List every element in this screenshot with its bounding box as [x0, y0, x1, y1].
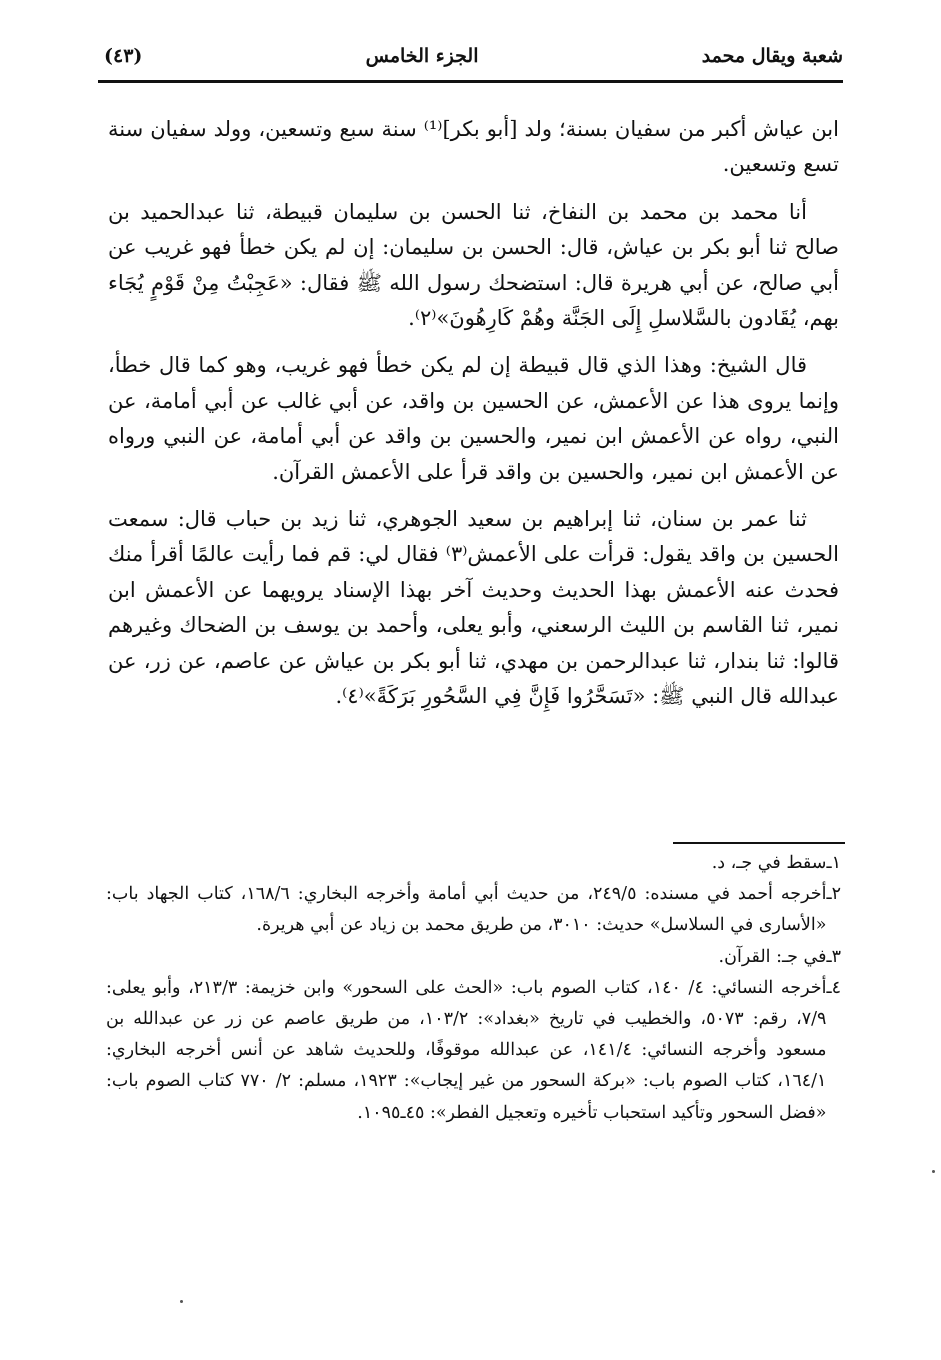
footnote-4: [106, 973, 841, 1129]
footnote-text: في جـ: القرآن.: [718, 946, 827, 967]
paragraph-2: أنا محمد بن محمد بن النفاخ، ثنا الحسن بن سليمان قبيطة، ثنا عبدالحميد بن صالح ثنا أبو بكر بن عياش، قال: الحسن بن سليمان: إن لم يكن خطأ فهو غريب عن أبي صالح، عن أبي هريرة قال: استضحك رسول الله ﷺ فقال: «عَجِبْتُ مِنْ قَوْمٍ يُجَاء بهم، يُقَادون بالسَّلاسلِ إِلَى الجَنَّة وهُمْ كَارِهُونَ»⁽٢⁾.: [108, 199, 839, 331]
book-title: شعبة ويقال محمد: [701, 45, 843, 67]
section-title: الجزء الخامس: [365, 45, 479, 67]
header-rule: [98, 80, 843, 83]
paragraph-1: ابن عياش أكبر من سفيان بسنة؛ ولد [أبو بكر]⁽¹⁾ سنة سبع وتسعين، وولد سفيان سنة تسع وتسعين.: [108, 117, 839, 177]
footnote-text: أخرجه النسائي: ٤/ ١٤٠، كتاب الصوم باب: «الحث على السحور» وابن خزيمة: ٢١٣/٣، وأبو يعلى: ٧/٩، رقم: ٥٠٧٣، والخطيب في تاريخ «بغداد»: ١٠٣/٢، من طريق عاصم عن زر عن عبدالله بن مسعود وأخرجه النسائي: ١٤١/٤، عن عبدالله موقوفًا، وللحديث شاهد عن أنس أخرجه البخاري: ١٦٤/١، كتاب الصوم باب: «بركة السحور من غير إيجاب»: ١٩٢٣، مسلم: ٢/ ٧٧٠ كتاب الصوم باب: «فضل السحور وتأكيد استحباب تأخيره وتعجيل الفطر»: ٤٥ـ١٠٩٥.: [106, 977, 827, 1123]
footnote-text: سقط في جـ، د.: [711, 853, 827, 873]
running-header: [104, 40, 843, 72]
footnote-number: ٤ـ: [826, 977, 841, 998]
footnotes: [106, 848, 841, 1129]
footnote-text: أخرجه أحمد في مسنده: ٢٤٩/٥، من حديث أبي أمامة وأخرجه البخاري: ١٦٨/٦، كتاب الجهاد باب: «الأسارى في السلاسل» حديث: ٣٠١٠، من طريق محمد بن زياد عن أبي هريرة.: [106, 884, 827, 936]
footnote-3: [106, 942, 841, 973]
paragraph-3: قال الشيخ: وهذا الذي قال قبيطة إن لم يكن خطأ فهو غريب، وهو كما قال خطأ، وإنما يروى هذا عن الأعمش، عن الحسين بن واقد، عن أبي غالب عن أبي أمامة، عن النبي، رواه عن الأعمش ابن نمير، والحسين بن واقد عن أبي أمامة، عن النبي ورواه عن الأعمش ابن نمير، والحسين بن واقد قرأ على الأعمش القرآن.: [108, 353, 839, 484]
footnote-1: [106, 848, 841, 879]
scan-speck: [932, 1170, 935, 1173]
footnote-2: [106, 879, 841, 941]
scan-speck: [180, 1300, 183, 1303]
footnote-rule: [673, 842, 845, 844]
footnote-number: ٢ـ: [826, 884, 841, 905]
footnote-number: ١ـ: [826, 853, 841, 873]
paragraph-4: ثنا عمر بن سنان، ثنا إبراهيم بن سعيد الجوهري، ثنا زيد بن حباب قال: سمعت الحسين بن واقد يقول: قرأت على الأعمش⁽٣⁾ فقال لي: قم فما رأيت عالمًا أقرأ منك فحدث عنه الأعمش بهذا الحديث وحديث آخر بهذا الإسناد يرويهما عن الأعمش ابن نمير، ثنا القاسم بن الليث الرسعني، وأبو يعلى، وأحمد بن يوسف بن الضحاك وغيرهم قالوا: ثنا بندار، ثنا عبدالرحمن بن مهدي، ثنا أبو بكر بن عياش عن عاصم، عن زر، عن عبدالله قال النبي ﷺ: «تَسَحَّرُوا فَإِنَّ فِي السَّحُورِ بَرَكَةً»⁽٤⁾.: [108, 507, 839, 709]
main-text: [108, 112, 839, 715]
page-number: (٤٣): [104, 45, 143, 67]
footnote-number: ٣ـ: [826, 946, 841, 967]
